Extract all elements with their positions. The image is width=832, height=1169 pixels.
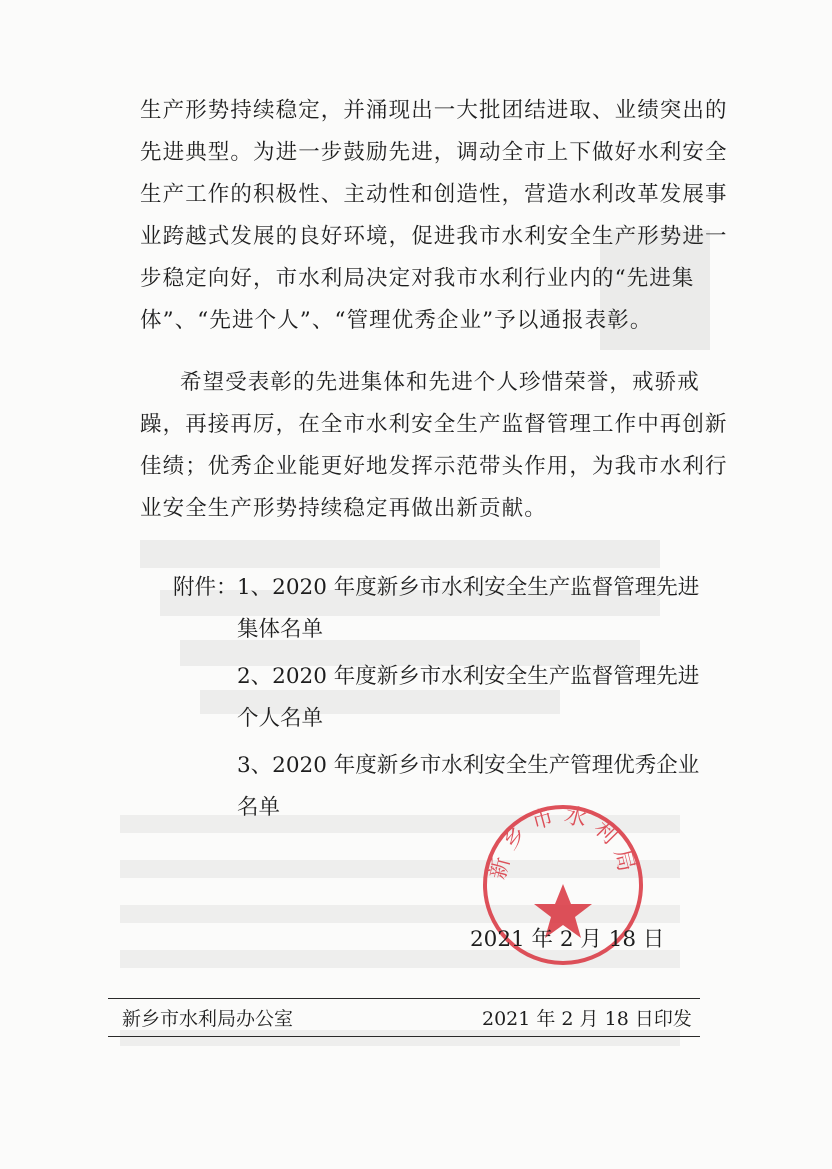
footer-print-date: 2021 年 2 月 18 日印发 (482, 1008, 692, 1030)
paragraph-2-line-1: 希望受表彰的先进集体和先进个人珍惜荣誉，戒骄戒 (180, 370, 700, 395)
attachment-1-line-2: 集体名单 (237, 617, 324, 642)
paragraph-2-line-2: 躁，再接再厉，在全市水利安全生产监督管理工作中再创新 (140, 412, 728, 437)
attachments-label: 附件： (173, 575, 238, 600)
attachment-2-line-1: 2、2020 年度新乡市水利安全生产监督管理先进 (237, 664, 700, 689)
paragraph-1-line-4: 业跨越式发展的良好环境，促进我市水利安全生产形势进一 (140, 224, 728, 249)
attachment-3-line-2: 名单 (237, 795, 281, 820)
paragraph-2-line-3: 佳绩；优秀企业能更好地发挥示范带头作用，为我市水利行 (140, 454, 728, 479)
attachment-3-line-1: 3、2020 年度新乡市水利安全生产管理优秀企业 (237, 753, 700, 778)
paragraph-1-line-6: 体”、“先进个人”、“管理优秀企业”予以通报表彰。 (140, 308, 653, 333)
footer-top-rule (108, 998, 700, 999)
paragraph-2-line-4: 业安全生产形势持续稳定再做出新贡献。 (140, 496, 547, 521)
signature-date: 2021 年 2 月 18 日 (470, 927, 665, 952)
paragraph-1-line-3: 生产工作的积极性、主动性和创造性，营造水利改革发展事 (140, 182, 728, 207)
attachment-2-line-2: 个人名单 (237, 706, 324, 731)
paragraph-1-line-5: 步稳定向好，市水利局决定对我市水利行业内的“先进集 (140, 266, 695, 291)
attachment-1-line-1: 1、2020 年度新乡市水利安全生产监督管理先进 (237, 575, 700, 600)
paragraph-1-line-2: 先进典型。为进一步鼓励先进，调动全市上下做好水利安全 (140, 140, 728, 165)
footer-bottom-rule (108, 1036, 700, 1037)
paragraph-1-line-1: 生产形势持续稳定，并涌现出一大批团结进取、业绩突出的 (140, 98, 728, 123)
footer-issuer: 新乡市水利局办公室 (122, 1008, 294, 1030)
svg-text:新乡市水利局: 新乡市水利局 (485, 802, 641, 882)
